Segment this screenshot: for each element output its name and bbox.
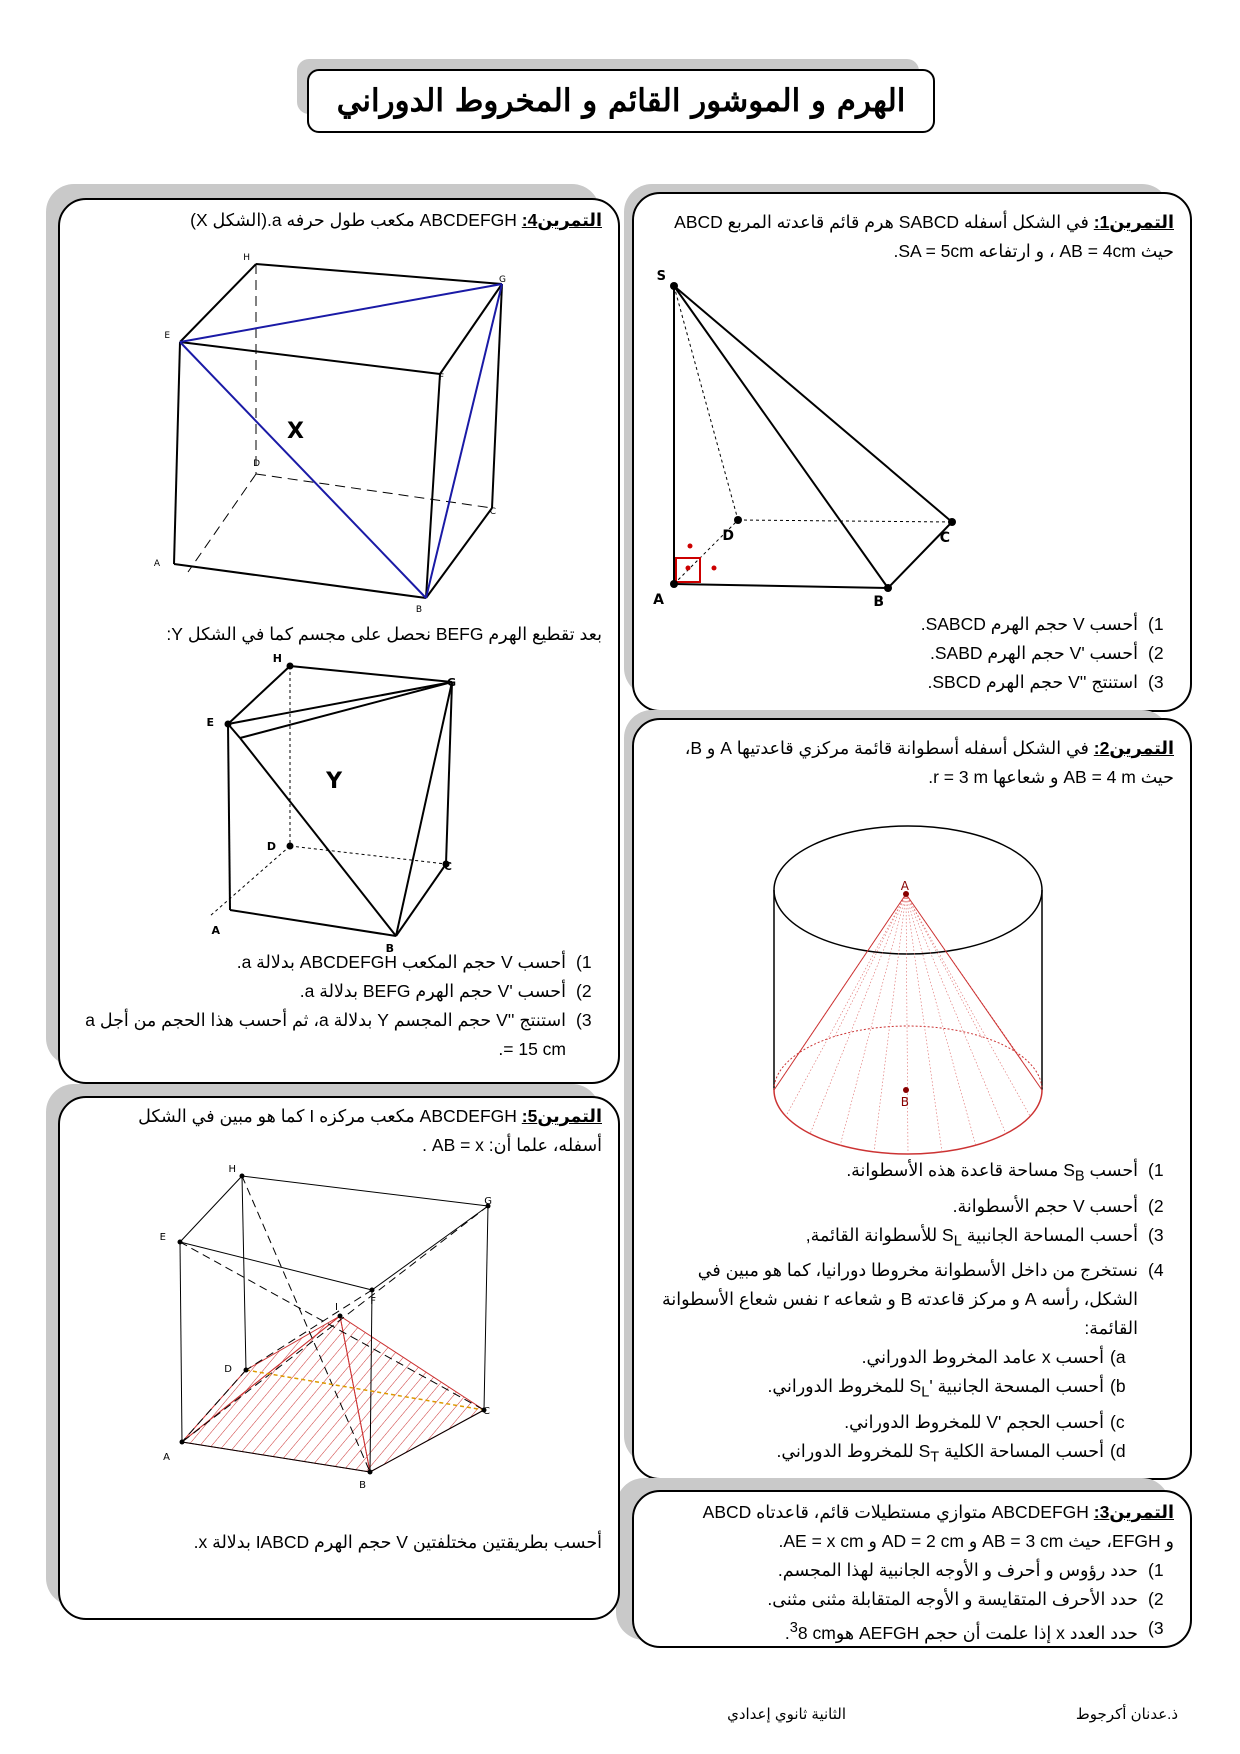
- list-item: b) أحسب المسحة الجانبية '$S_L$ للمخروط الدوراني.: [767, 1376, 1126, 1401]
- page-title: الهرم و الموشور القائم و المخروط الدوراني: [307, 69, 935, 133]
- label-A: A: [153, 559, 160, 569]
- list-item: 2) أحسب V حجم الأسطوانة.: [952, 1195, 1164, 1216]
- label-B: B: [359, 1480, 366, 1491]
- list-item: d) أحسب المساحة الكلية $S_T$ للمخروط الدوراني.: [776, 1440, 1126, 1465]
- label-E: E: [164, 331, 170, 341]
- label-A: A: [211, 924, 220, 937]
- list-item: 3) استنتج ''V حجم الهرم SBCD.: [927, 672, 1164, 692]
- point-B: [903, 1087, 909, 1093]
- point-F: [370, 1288, 375, 1293]
- list-item: a) أحسب x عامد المخروط الدوراني.: [861, 1347, 1126, 1367]
- ex4-middle-text: بعد تقطيع الهرم BEFG نحصل على مجسم كما في الشكل Y:: [166, 624, 602, 644]
- label-G: G: [446, 676, 456, 689]
- label-H: H: [228, 1164, 236, 1175]
- ex3-label: التمرين3:: [1093, 1502, 1174, 1522]
- list-item: 1) أحسب V حجم الهرم SABCD.: [920, 614, 1164, 634]
- ex1-questions: [921, 610, 1176, 697]
- label-E: E: [206, 716, 214, 729]
- visible-edges: [228, 666, 452, 936]
- list-item: 4) نستخرج من داخل الأسطوانة مخروطا دورانيا، كما هو مبين في الشكل، رأسه A و مركز قاعدته B و شعاعه r نفس شعاع الأسطوانة القائمة: a) أحسب x عامد المخروط الدوراني. b) أحسب المسحة الجانبية '$S_L$ للمخروط الدوراني. c) أحسب الحجم 'V للمخروط الدوراني. d) أحسب المساحة الكلية $S_T$ للمخروط الدوراني.: [656, 1256, 1176, 1472]
- point-B: [884, 584, 892, 592]
- ex5-label: التمرين5:: [521, 1106, 602, 1126]
- label-C: C: [489, 507, 496, 517]
- ex2-intro: [685, 734, 1174, 792]
- solid-figure-Y: [60, 652, 618, 955]
- cone-rulings: [774, 894, 1042, 1154]
- red-dot: [686, 566, 691, 571]
- label-F: F: [370, 1296, 376, 1307]
- ex4-intro: [190, 206, 602, 235]
- ex3-questions: [767, 1556, 1176, 1648]
- label-E: E: [159, 1232, 166, 1243]
- footer-author: ذ.عدنان أكرجوط: [1075, 1706, 1178, 1723]
- edge-AB: [674, 584, 888, 588]
- red-dot: [712, 566, 717, 571]
- label-D: D: [224, 1364, 232, 1375]
- face-IAB: [182, 1316, 370, 1472]
- ex2-label: التمرين2:: [1093, 738, 1174, 758]
- point-I: [338, 1314, 343, 1319]
- bottom-base-back: [774, 1026, 1042, 1090]
- cube-figure-X: [60, 238, 618, 614]
- exercise-3-card: [632, 1490, 1192, 1648]
- point-D: [287, 843, 294, 850]
- ex4-questions: [74, 948, 604, 1064]
- ex3-intro-line1: ABCDEFGH متوازي مستطيلات قائم، قاعدتاه ABCD: [702, 1502, 1089, 1522]
- ex5-intro: [72, 1102, 602, 1160]
- label-D: D: [253, 459, 260, 469]
- ex4-label: التمرين4:: [521, 210, 602, 230]
- point-H: [240, 1174, 245, 1179]
- label-B: B: [873, 594, 884, 610]
- list-item: 1) أحسب $S_B$ مساحة قاعدة هذه الأسطوانة.: [846, 1160, 1164, 1185]
- label-D: D: [722, 528, 734, 544]
- figure-X-label: X: [287, 419, 304, 444]
- footer-level: الثانية ثانوي إعدادي: [727, 1706, 846, 1723]
- list-item: 1) حدد رؤوس و أحرف و الأوجه الجانبية لهذا المجسم.: [777, 1560, 1164, 1580]
- exercise-5-card: [58, 1096, 620, 1620]
- ex1-intro-line1: في الشكل أسفله SABCD هرم قائم قاعدته المربع ABCD: [674, 212, 1089, 232]
- ex2-intro-line1: في الشكل أسفله أسطوانة قائمة مركزي قاعدتيها A و B،: [684, 738, 1089, 758]
- ex5-intro-line1: ABCDEFGH مكعب مركزه I كما هو مبين في الشكل: [138, 1106, 517, 1126]
- ex2-subquestions: [656, 1343, 1138, 1472]
- list-item: 1) أحسب V حجم المكعب ABCDEFGH بدلالة a.: [236, 952, 592, 972]
- point-A: [670, 580, 678, 588]
- point-H: [287, 663, 294, 670]
- point-E: [178, 1240, 183, 1245]
- ex3-intro-line2: و EFGH، حيث AB = 3 cm و AD = 2 cm و AE = x cm.: [778, 1531, 1174, 1551]
- label-A: A: [900, 879, 909, 893]
- label-A: A: [653, 592, 664, 608]
- list-item: c) أحسب الحجم 'V للمخروط الدوراني.: [844, 1411, 1125, 1432]
- exercise-2-card: [632, 718, 1192, 1480]
- list-item: 2) حدد الأحرف المتقايسة و الأوجه المتقابلة مثنى مثنى.: [767, 1589, 1164, 1609]
- exercise-1-card: [632, 192, 1192, 712]
- ex1-intro: [674, 208, 1174, 266]
- edge-DC: [738, 520, 952, 522]
- ex2-intro-line2: حيث AB = 4 m و شعاعها r = 3 m.: [928, 767, 1174, 787]
- exercise-4-card: [58, 198, 620, 1084]
- ex1-pyramid-figure: [634, 264, 1190, 610]
- label-C: C: [939, 530, 950, 546]
- ex5-intro-line2: أسفله، علما أن: AB = x .: [422, 1135, 602, 1155]
- label-C: C: [483, 1406, 490, 1417]
- list-item: 3) استنتج ''V حجم المجسم Y بدلالة a، ثم أحسب هذا الحجم من أجل a = 15 cm.: [85, 1010, 592, 1059]
- label-C: C: [443, 860, 452, 873]
- label-B: B: [385, 942, 394, 955]
- point-C: [948, 518, 956, 526]
- pyramid-BEFG-edges: [180, 284, 502, 598]
- label-H: H: [272, 652, 282, 665]
- point-E: [225, 721, 232, 728]
- edge-SB: [674, 286, 888, 588]
- label-F: F: [438, 373, 444, 383]
- ex2-questions: [656, 1156, 1176, 1472]
- edge-SC: [674, 286, 952, 522]
- label-G: G: [484, 1196, 492, 1207]
- ex3-intro: [703, 1498, 1174, 1556]
- ex1-label: التمرين1:: [1093, 212, 1174, 232]
- ex4-intro-line1: ABCDEFGH مكعب طول حرفه a.(الشكل X): [190, 210, 517, 230]
- label-A: A: [163, 1452, 170, 1463]
- red-dot: [688, 544, 693, 549]
- edge-SD: [674, 286, 738, 520]
- ex2-cylinder-figure: [634, 810, 1190, 1190]
- point-D: [244, 1368, 249, 1373]
- label-B: B: [900, 1095, 909, 1109]
- ex5-cube-figure: [60, 1164, 618, 1516]
- ex1-intro-line2: حيث AB = 4cm ، و ارتفاعه SA = 5cm.: [893, 241, 1174, 261]
- label-G: G: [499, 275, 506, 285]
- label-S: S: [656, 269, 666, 284]
- list-item: 2) أحسب 'V حجم الهرم SABD.: [929, 643, 1164, 663]
- list-item: 3) حدد العدد x إذا علمت أن حجم AEFGH هو8 $cm^3$.: [784, 1618, 1164, 1643]
- point-D: [734, 516, 742, 524]
- label-B: B: [415, 605, 422, 615]
- list-item: 3) أحسب المساحة الجانبية $S_L$ للأسطوانة القائمة,: [805, 1224, 1164, 1249]
- point-A: [180, 1440, 185, 1445]
- point-B: [368, 1470, 373, 1475]
- hidden-edges: [188, 264, 492, 572]
- point-S: [670, 282, 678, 290]
- label-D: D: [266, 840, 276, 853]
- label-I: I: [335, 1302, 338, 1313]
- label-H: H: [243, 253, 250, 263]
- ex5-question: أحسب بطريقتين مختلفتين V حجم الهرم IABCD بدلالة x.: [193, 1532, 602, 1552]
- list-item: 2) أحسب 'V حجم الهرم BEFG بدلالة a.: [299, 981, 592, 1001]
- figure-Y-label: Y: [326, 769, 342, 794]
